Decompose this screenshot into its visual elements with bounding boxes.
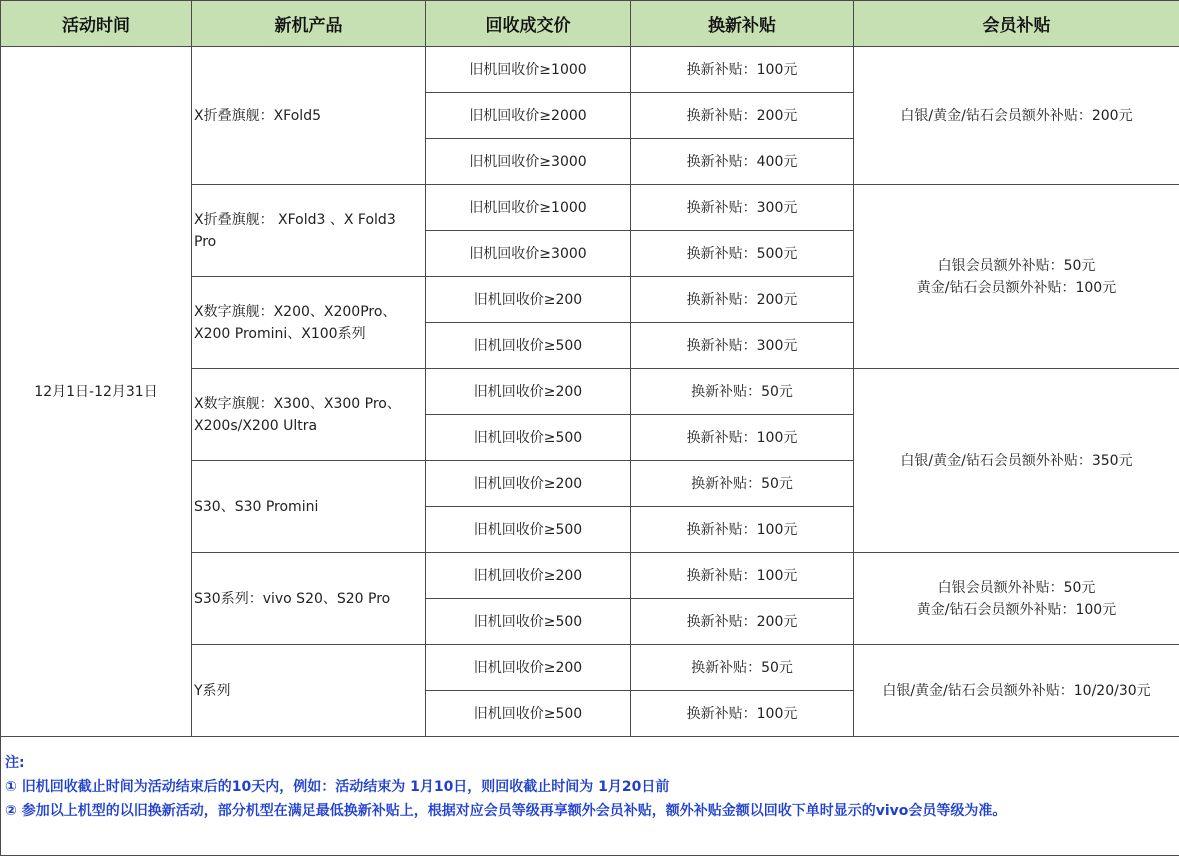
member-line: 白银会员额外补贴：50元 <box>854 577 1179 599</box>
member-subsidy-cell <box>854 553 1179 645</box>
subsidy-cell: 换新补贴：100元 <box>631 553 854 599</box>
product-line: X200s/X200 Ultra <box>194 415 425 437</box>
member-subsidy-cell <box>854 645 1179 737</box>
product-line: S30系列：vivo S20、S20 Pro <box>194 588 425 610</box>
subsidy-cell: 换新补贴：200元 <box>631 93 854 139</box>
member-subsidy-cell <box>854 185 1179 369</box>
member-line: 白银/黄金/钻石会员额外补贴：10/20/30元 <box>854 680 1179 702</box>
recycle-price-cell: 旧机回收价≥1000 <box>426 185 631 231</box>
product-line: X200 Promini、X100系列 <box>194 323 425 345</box>
activity-period: 12月1日-12月31日 <box>1 47 192 737</box>
product-line: X数字旗舰：X200、X200Pro、 <box>194 301 425 323</box>
subsidy-cell: 换新补贴：300元 <box>631 185 854 231</box>
product-cell <box>192 369 426 461</box>
member-line: 白银会员额外补贴：50元 <box>854 255 1179 277</box>
recycle-price-cell: 旧机回收价≥500 <box>426 599 631 645</box>
subsidy-cell: 换新补贴：100元 <box>631 691 854 737</box>
header-trade-in-subsidy: 换新补贴 <box>631 1 854 47</box>
product-cell <box>192 645 426 737</box>
subsidy-cell: 换新补贴：300元 <box>631 323 854 369</box>
recycle-price-cell: 旧机回收价≥200 <box>426 277 631 323</box>
subsidy-cell: 换新补贴：500元 <box>631 231 854 277</box>
product-line: X数字旗舰：X300、X300 Pro、 <box>194 393 425 415</box>
note-member-subsidy: ② 参加以上机型的以旧换新活动，部分机型在满足最低换新补贴上，根据对应会员等级再享额外会员补贴，额外补贴金额以回收下单时显示的vivo会员等级为准。 <box>5 799 1175 823</box>
recycle-price-cell: 旧机回收价≥500 <box>426 415 631 461</box>
recycle-price-cell: 旧机回收价≥500 <box>426 507 631 553</box>
subsidy-cell: 换新补贴：50元 <box>631 369 854 415</box>
member-line: 白银/黄金/钻石会员额外补贴：350元 <box>854 450 1179 472</box>
notes-cell <box>1 737 1179 856</box>
product-line: Pro <box>194 231 425 253</box>
recycle-price-cell: 旧机回收价≥200 <box>426 369 631 415</box>
subsidy-cell: 换新补贴：50元 <box>631 645 854 691</box>
member-subsidy-cell <box>854 369 1179 553</box>
recycle-price-cell: 旧机回收价≥500 <box>426 323 631 369</box>
note-recycle-deadline: ① 旧机回收截止时间为活动结束后的10天内，例如：活动结束为 1月10日，则回收截止时间为 1月20日前 <box>5 775 1175 799</box>
member-line: 黄金/钻石会员额外补贴：100元 <box>854 277 1179 299</box>
product-cell <box>192 185 426 277</box>
product-cell <box>192 47 426 185</box>
subsidy-cell: 换新补贴：100元 <box>631 47 854 93</box>
subsidy-cell: 换新补贴：100元 <box>631 507 854 553</box>
subsidy-cell: 换新补贴：50元 <box>631 461 854 507</box>
member-line: 黄金/钻石会员额外补贴：100元 <box>854 599 1179 621</box>
subsidy-cell: 换新补贴：100元 <box>631 415 854 461</box>
member-subsidy-cell <box>854 47 1179 185</box>
product-line: X折叠旗舰： XFold3 、X Fold3 <box>194 209 425 231</box>
product-cell <box>192 277 426 369</box>
header-member-subsidy: 会员补贴 <box>854 1 1179 47</box>
recycle-price-cell: 旧机回收价≥3000 <box>426 231 631 277</box>
header-row <box>1 1 1179 47</box>
product-line: Y系列 <box>194 680 425 702</box>
recycle-price-cell: 旧机回收价≥200 <box>426 461 631 507</box>
subsidy-cell: 换新补贴：400元 <box>631 139 854 185</box>
table-row <box>1 47 1179 93</box>
product-line: S30、S30 Promini <box>194 496 425 518</box>
recycle-price-cell: 旧机回收价≥2000 <box>426 93 631 139</box>
recycle-price-cell: 旧机回收价≥200 <box>426 553 631 599</box>
recycle-price-cell: 旧机回收价≥200 <box>426 645 631 691</box>
notes-title: 注: <box>5 751 1175 775</box>
recycle-price-cell: 旧机回收价≥3000 <box>426 139 631 185</box>
header-recycle-price: 回收成交价 <box>426 1 631 47</box>
recycle-price-cell: 旧机回收价≥1000 <box>426 47 631 93</box>
header-period: 活动时间 <box>1 1 192 47</box>
product-line: X折叠旗舰：XFold5 <box>194 105 425 127</box>
recycle-price-cell: 旧机回收价≥500 <box>426 691 631 737</box>
product-cell <box>192 553 426 645</box>
subsidy-cell: 换新补贴：200元 <box>631 599 854 645</box>
product-cell <box>192 461 426 553</box>
subsidy-cell: 换新补贴：200元 <box>631 277 854 323</box>
member-line: 白银/黄金/钻石会员额外补贴：200元 <box>854 105 1179 127</box>
header-product: 新机产品 <box>192 1 426 47</box>
notes-row <box>1 737 1179 856</box>
